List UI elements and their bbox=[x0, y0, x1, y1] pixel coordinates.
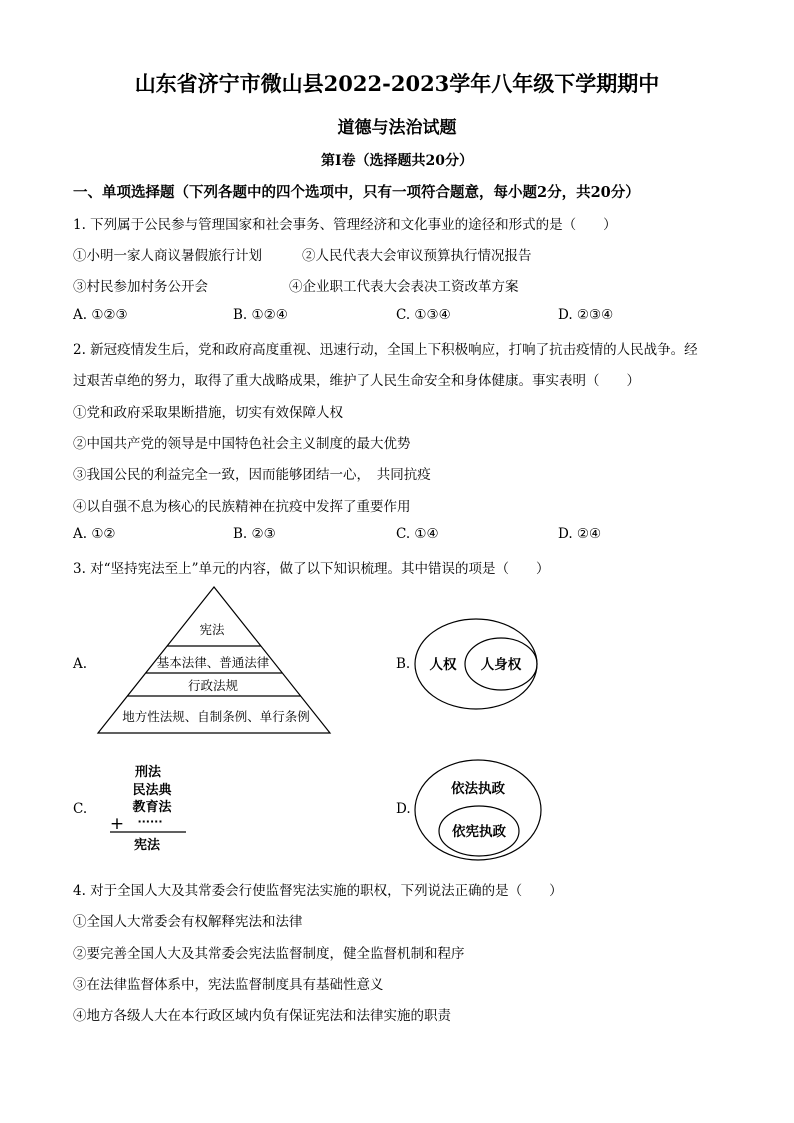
q2-option-d: D. ②④ bbox=[558, 526, 602, 542]
q3-label-b: B. bbox=[396, 656, 411, 672]
pyramid-level-1: 宪法 bbox=[199, 622, 225, 637]
q4-item-2: ②要完善全国人大及其常委会宪法监督制度，健全监督机制和程序 bbox=[73, 946, 465, 962]
q4-item-3: ③在法律监督体系中，宪法监督制度具有基础性意义 bbox=[73, 977, 384, 993]
q2-item-3: ③我国公民的利益完全一致，因而能够团结一心， 共同抗疫 bbox=[73, 467, 431, 483]
q1-option-d: D. ②③④ bbox=[558, 307, 614, 323]
section-heading: 一、单项选择题（下列各题中的四个选项中，只有一项符合题意，每小题2分，共20分） bbox=[73, 184, 640, 201]
q4-item-4: ④地方各级人大在本行政区域内负有保证宪法和法律实施的职责 bbox=[73, 1008, 451, 1024]
circle-inner-label: 人身权 bbox=[480, 657, 522, 673]
q2-item-2: ②中国共产党的领导是中国特色社会主义制度的最大优势 bbox=[73, 436, 411, 452]
q1-item-4: ④企业职工代表大会表决工资改革方案 bbox=[289, 279, 519, 295]
q3-label-c: C. bbox=[73, 801, 88, 817]
q2-item-1: ①党和政府采取果断措施，切实有效保障人权 bbox=[73, 405, 343, 421]
q2-stem-line2: 过艰苦卓绝的努力，取得了重大战略成果，维护了人民生命安全和身体健康。事实表明（ ） bbox=[73, 373, 640, 389]
law-item-ellipsis: ······ bbox=[137, 815, 163, 828]
pyramid-level-2: 基本法律、普通法律 bbox=[156, 655, 270, 670]
page-title: 山东省济宁市微山县2022-2023学年八年级下学期期中 bbox=[134, 71, 660, 96]
q1-item-3: ③村民参加村务公开会 bbox=[73, 279, 208, 295]
plus-sign: + bbox=[109, 814, 125, 834]
circle-inner-label: 依宪执政 bbox=[452, 824, 506, 840]
q2-option-b: B. ②③ bbox=[233, 526, 276, 542]
diagram-b-nested-circles bbox=[413, 617, 543, 711]
q2-option-a: A. ①② bbox=[73, 526, 116, 542]
q3-label-d: D. bbox=[396, 801, 411, 817]
circle-outer-label: 人权 bbox=[429, 657, 457, 673]
q1-item-1: ①小明一家人商议暑假旅行计划 bbox=[73, 248, 262, 264]
q2-stem-line1: 2. 新冠疫情发生后，党和政府高度重视、迅速行动，全国上下积极响应，打响了抗击疫情的人民战争。经 bbox=[73, 342, 698, 358]
q4-stem: 4. 对于全国人大及其常委会行使监督宪法实施的职权，下列说法正确的是（ ） bbox=[73, 883, 563, 899]
q3-stem: 3. 对“坚持宪法至上”单元的内容，做了以下知识梳理。其中错误的项是（ ） bbox=[73, 561, 550, 577]
q3-label-a: A. bbox=[73, 656, 88, 672]
pyramid-level-4: 地方性法规、自制条例、单行条例 bbox=[122, 709, 310, 724]
circle-outer-label: 依法执政 bbox=[451, 781, 505, 797]
q1-item-2: ②人民代表大会审议预算执行情况报告 bbox=[302, 248, 532, 264]
diagram-c-law-sum bbox=[104, 760, 194, 856]
q1-stem: 1. 下列属于公民参与管理国家和社会事务、管理经济和文化事业的途径和形式的是（ ） bbox=[73, 217, 617, 233]
law-item-education: 教育法 bbox=[132, 800, 172, 815]
q1-option-b: B. ①②④ bbox=[233, 307, 288, 323]
page-subtitle: 道德与法治试题 bbox=[337, 118, 457, 138]
q1-option-a: A. ①②③ bbox=[73, 307, 128, 323]
law-sum-result: 宪法 bbox=[133, 838, 161, 853]
diagram-a-pyramid bbox=[90, 583, 340, 738]
q1-option-c: C. ①③④ bbox=[396, 307, 451, 323]
law-item-criminal: 刑法 bbox=[134, 765, 162, 780]
q2-item-4: ④以自强不息为核心的民族精神在抗疫中发挥了重要作用 bbox=[73, 499, 411, 515]
law-item-civil: 民法典 bbox=[132, 783, 172, 798]
part-heading: 第Ⅰ卷（选择题共20分） bbox=[320, 153, 474, 169]
q2-option-c: C. ①④ bbox=[396, 526, 439, 542]
q4-item-1: ①全国人大常委会有权解释宪法和法律 bbox=[73, 914, 303, 930]
pyramid-level-3: 行政法规 bbox=[187, 678, 239, 693]
diagram-d-nested-circles bbox=[413, 758, 543, 862]
